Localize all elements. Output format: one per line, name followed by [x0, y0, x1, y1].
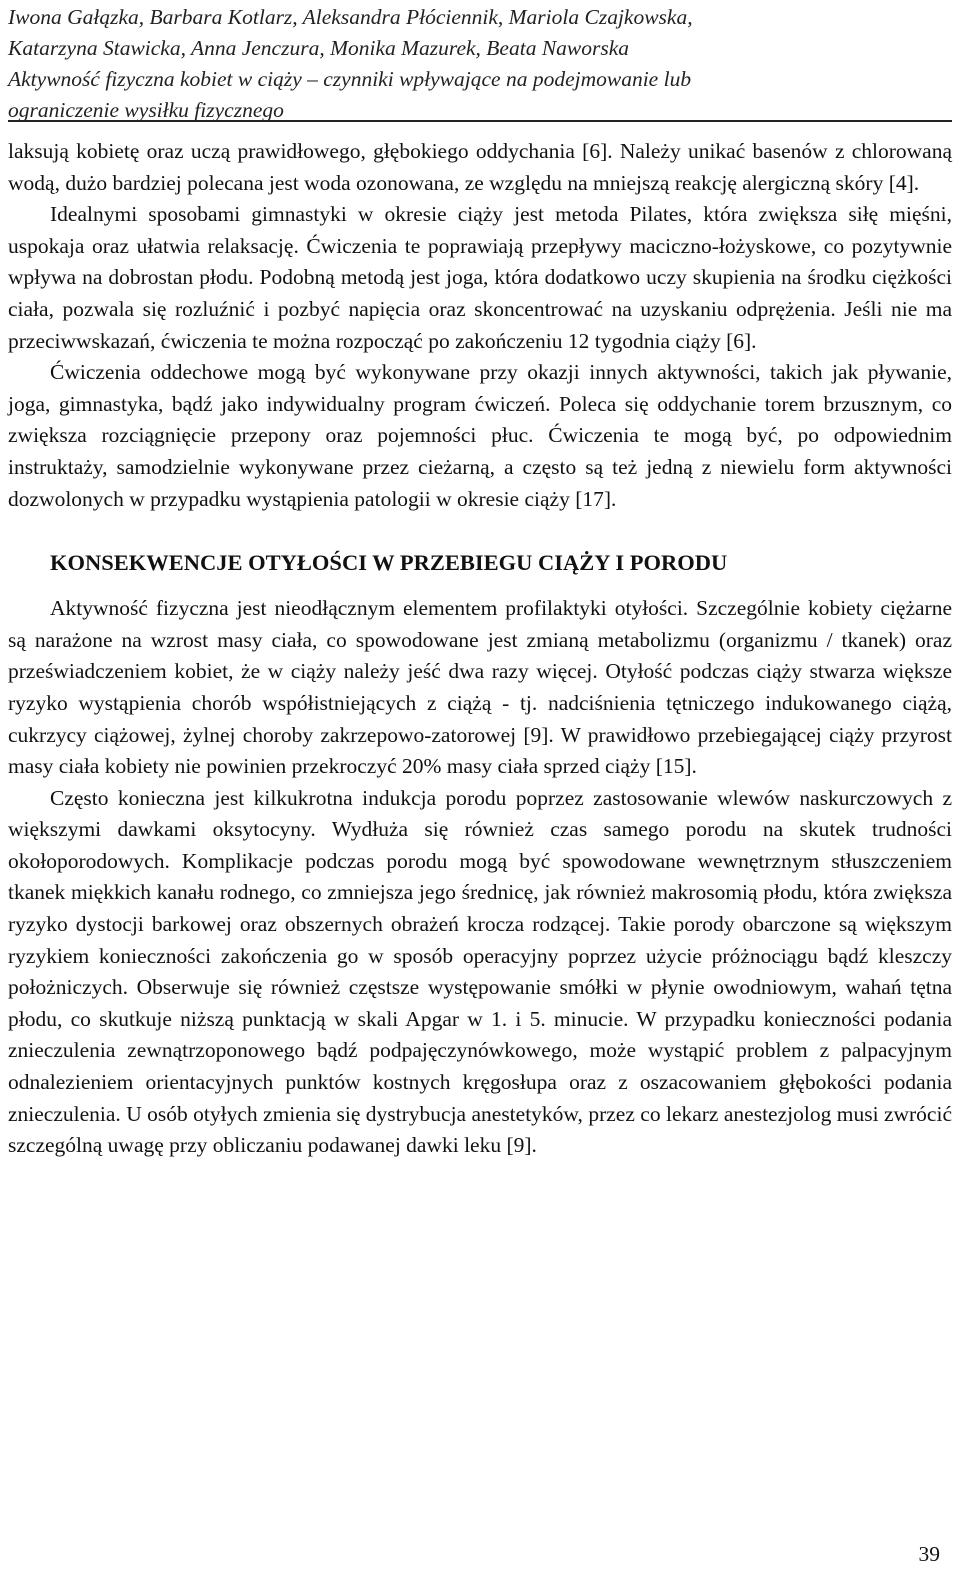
- paragraph: Często konieczna jest kilkukrotna indukcja porodu poprzez zastosowanie wlewów naskurczowych z większymi dawkami oksytocyny. Wydłuża się również czas samego porodu na skutek trudności okołoporodowych. Komplikacje podczas porodu mogą być spowodowane wewnętrznym stłuszczeniem tkanek miękkich kanału rodnego, co zmniejsza jego średnicę, jak również makrosomią płodu, która zwiększa ryzyko dystocji barkowej oraz obszernych obrażeń krocza rodzącej. Takie porody obarczone są większym ryzykiem konieczności zakończenia go w sposób operacyjny poprzez użycie próżnociągu bądź kleszczy położniczych. Obserwuje się również częstsze występowanie smółki w płynie owodniowym, wahań tętna płodu, co skutkuje niższą punktacją w skali Apgar w 1. i 5. minucie. W przypadku konieczności podania znieczulenia zewnątrzoponowego bądź podpajęczynówkowego, może wystąpić problem z palpacyjnym odnalezieniem orientacyjnych punktów kostnych kręgosłupa oraz z oszacowaniem głębokości podania znieczulenia. U osób otyłych zmienia się dystrybucja anestetyków, przez co lekarz anestezjolog musi zwrócić szczególną uwagę przy obliczaniu podawanej dawki leku [9].: [8, 785, 952, 1158]
- header-title-line-2: ograniczenie wysiłku fizycznego: [8, 98, 284, 122]
- header-authors-line-1: Iwona Gałązka, Barbara Kotlarz, Aleksandra Płóciennik, Mariola Czajkowska,: [8, 5, 693, 29]
- article-body: [8, 136, 952, 1162]
- section-heading: KONSEKWENCJE OTYŁOŚCI W PRZEBIEGU CIĄŻY I PORODU: [50, 550, 728, 576]
- paragraph: Ćwiczenia oddechowe mogą być wykonywane przy okazji innych aktywności, takich jak pływanie, joga, gimnastyka, bądź jako indywidualny program ćwiczeń. Poleca się oddychanie torem brzusznym, co zwiększa rozciągnięcie przepony oraz pojemności płuc. Ćwiczenia te mogą być, po odpowiednim instruktaży, samodzielnie wykonywane przez cieżarną, a często są też jedną z niewielu form aktywności dozwolonych w przypadku wystąpienia patologii w okresie ciąży [17].: [8, 360, 952, 511]
- header-authors-line-2: Katarzyna Stawicka, Anna Jenczura, Monika Mazurek, Beata Naworska: [8, 36, 630, 60]
- paragraph: laksują kobietę oraz uczą prawidłowego, głębokiego oddychania [6]. Należy unikać basenów z chlorowaną wodą, dużo bardziej polecana jest woda ozonowana, ze względu na mniejszą reakcję alergiczną skóry [4].: [8, 139, 952, 195]
- running-header: [8, 2, 952, 126]
- paragraph: Idealnymi sposobami gimnastyki w okresie ciąży jest metoda Pilates, która zwiększa siłę mięśni, uspokaja oraz ułatwia relaksację. Ćwiczenia te poprawiają przepływy maciczno-łożyskowe, co pozytywnie wpływa na dobrostan płodu. Podobną metodą jest joga, która dodatkowo uczy skupienia na środku ciężkości ciała, pozwala się rozluźnić i pozbyć napięcia oraz skoncentrować na uzyskaniu odprężenia. Jeśli nie ma przeciwwskazań, ćwiczenia te można rozpocząć po zakończeniu 12 tygodnia ciąży [6].: [8, 202, 952, 353]
- paragraph: Aktywność fizyczna jest nieodłącznym elementem profilaktyki otyłości. Szczególnie kobiety ciężarne są narażone na wzrost masy ciała, co spowodowane jest zmianą metabolizmu (organizmu / tkanek) oraz przeświadczeniem kobiet, że w ciąży należy jeść dwa razy więcej. Otyłość podczas ciąży stwarza większe ryzyko wystąpienia chorób współistniejących z ciążą - tj. nadciśnienia tętniczego indukowanego ciążą, cukrzycy ciążowej, żylnej choroby zakrzepowo-zatorowej [9]. W prawidłowo przebiegającej ciąży przyrost masy ciała kobiety nie powinien przekroczyć 20% masy ciała sprzed ciąży [15].: [8, 596, 952, 779]
- header-title-line-1: Aktywność fizyczna kobiet w ciąży – czynniki wpływające na podejmowanie lub: [8, 67, 692, 91]
- page-number: 39: [918, 1542, 940, 1566]
- header-divider: [8, 120, 952, 122]
